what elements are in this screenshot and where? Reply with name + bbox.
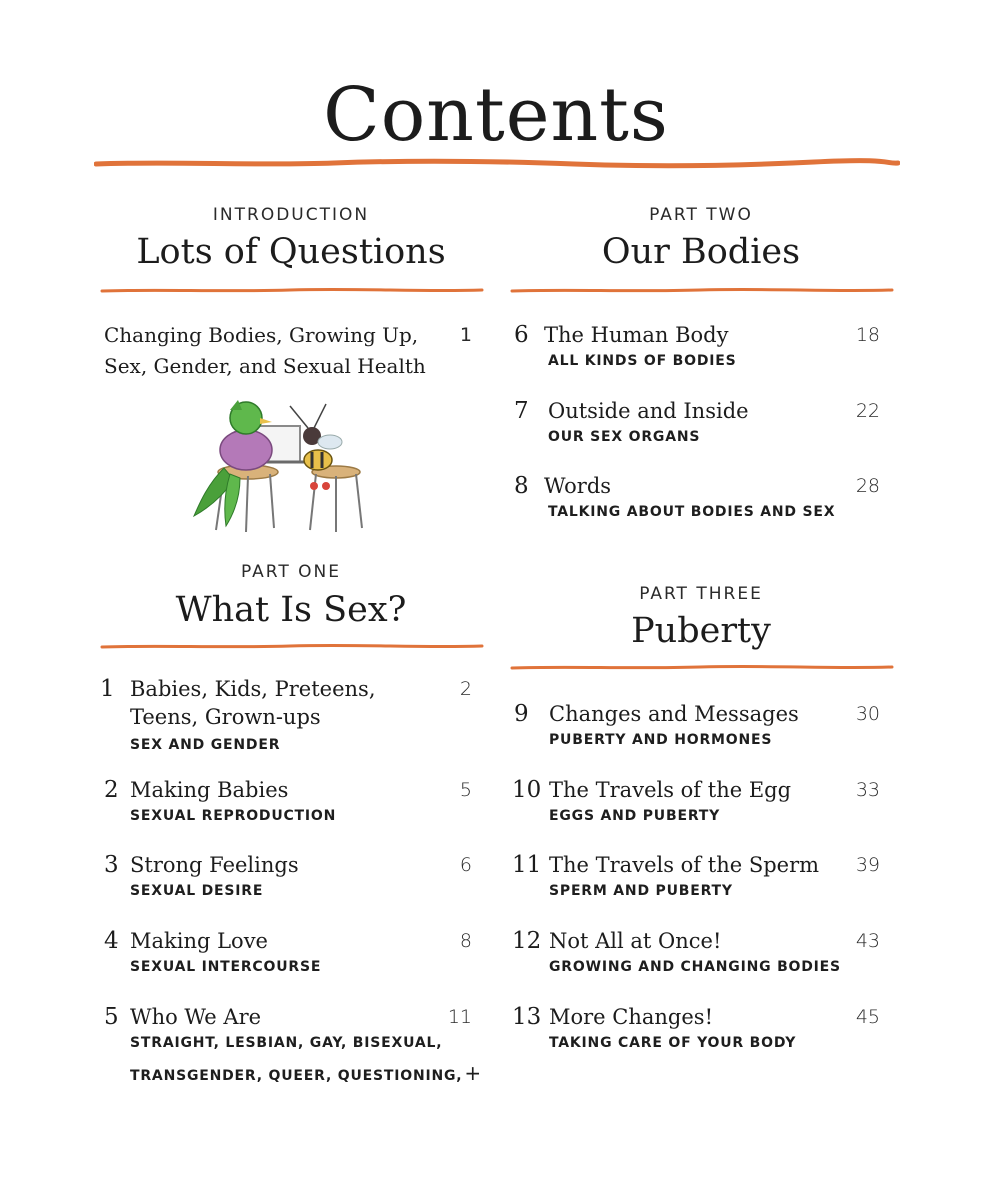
chapter-page-number: 39 [855, 854, 880, 876]
chapter-number: 9 [514, 701, 529, 727]
chapter-13[interactable] [512, 1002, 884, 1058]
chapter-8[interactable] [512, 471, 884, 527]
chapter-1[interactable] [100, 674, 476, 760]
chapter-title: More Changes! [549, 1005, 714, 1029]
chapter-subtitle: SPERM AND PUBERTY [549, 883, 733, 899]
chapter-page-number: 45 [855, 1006, 880, 1028]
chapter-page-number: 33 [855, 779, 880, 801]
chapter-title: Babies, Kids, Preteens, [130, 677, 376, 701]
intro-underline [100, 286, 484, 296]
chapter-subtitle: STRAIGHT, LESBIAN, GAY, BISEXUAL, [130, 1035, 443, 1051]
chapter-subtitle-line-2 [130, 1061, 482, 1085]
chapter-page-number: 2 [459, 678, 472, 700]
bird-and-bee-illustration [190, 398, 370, 538]
chapter-page-number: 43 [855, 930, 880, 952]
title-underline [94, 156, 900, 172]
intro-title: Lots of Questions [136, 232, 446, 272]
chapter-number: 12 [512, 928, 542, 954]
chapter-number: 7 [514, 398, 529, 424]
chapter-subtitle: PUBERTY AND HORMONES [549, 732, 773, 748]
chapter-subtitle: SEXUAL DESIRE [130, 883, 264, 899]
chapter-title: The Travels of the Egg [549, 778, 792, 802]
chapter-page-number: 28 [855, 475, 880, 497]
chapter-number: 3 [104, 852, 119, 878]
intro-entry-title[interactable] [104, 320, 444, 382]
chapter-title: Words [544, 474, 612, 498]
chapter-title-line-2: Teens, Grown-ups [130, 705, 321, 729]
part-three-underline [510, 663, 894, 673]
part-one-title: What Is Sex? [175, 590, 407, 630]
chapter-page-number: 5 [459, 779, 472, 801]
part-two-underline [510, 286, 894, 296]
chapter-subtitle: SEXUAL REPRODUCTION [130, 808, 337, 824]
chapter-3[interactable] [100, 850, 476, 906]
chapter-title: Strong Feelings [130, 853, 299, 877]
chapter-number: 2 [104, 777, 119, 803]
page-title: Contents [323, 72, 669, 158]
chapter-4[interactable] [100, 926, 476, 982]
chapter-page-number: 22 [855, 400, 880, 422]
part-one-underline [100, 642, 484, 652]
intro-line-2: Sex, Gender, and Sexual Health [104, 354, 426, 378]
chapter-subtitle: OUR SEX ORGANS [548, 429, 701, 445]
chapter-number: 11 [512, 852, 542, 878]
chapter-number: 6 [514, 322, 529, 348]
chapter-11[interactable] [512, 850, 884, 906]
chapter-subtitle-text: TRANSGENDER, QUEER, QUESTIONING, [130, 1068, 463, 1084]
chapter-title: Changes and Messages [549, 702, 799, 726]
chapter-7[interactable] [512, 396, 884, 452]
chapter-subtitle: TAKING CARE OF YOUR BODY [549, 1035, 797, 1051]
chapter-9[interactable] [512, 699, 884, 755]
chapter-page-number: 11 [447, 1006, 472, 1028]
chapter-page-number: 30 [855, 703, 880, 725]
chapter-page-number: 8 [459, 930, 472, 952]
chapter-2[interactable] [100, 775, 476, 831]
chapter-number: 5 [104, 1004, 119, 1030]
chapter-page-number: 6 [459, 854, 472, 876]
chapter-subtitle: EGGS AND PUBERTY [549, 808, 721, 824]
chapter-title: Outside and Inside [548, 399, 749, 423]
chapter-page-number: 18 [855, 324, 880, 346]
chapter-12[interactable] [512, 926, 884, 982]
chapter-5[interactable] [100, 1002, 482, 1086]
part-two-eyebrow: PART TWO [649, 205, 753, 225]
chapter-subtitle: TALKING ABOUT BODIES AND SEX [548, 504, 836, 520]
chapter-6[interactable] [512, 320, 884, 376]
part-one-eyebrow: PART ONE [241, 562, 341, 582]
intro-page-number: 1 [459, 324, 472, 346]
chapter-number: 4 [104, 928, 119, 954]
plus-sign: + [464, 1061, 482, 1085]
part-two-title: Our Bodies [601, 232, 801, 272]
intro-line-1: Changing Bodies, Growing Up, [104, 323, 419, 347]
chapter-title: Making Babies [130, 778, 289, 802]
chapter-number: 13 [512, 1004, 542, 1030]
chapter-subtitle: SEX AND GENDER [130, 737, 281, 753]
chapter-number: 10 [512, 777, 542, 803]
chapter-title: Who We Are [130, 1005, 262, 1029]
chapter-title: The Human Body [544, 323, 729, 347]
chapter-number: 1 [100, 676, 115, 702]
chapter-number: 8 [514, 473, 529, 499]
chapter-subtitle: SEXUAL INTERCOURSE [130, 959, 322, 975]
chapter-title: Not All at Once! [549, 929, 722, 953]
chapter-title: Making Love [130, 929, 268, 953]
chapter-subtitle: GROWING AND CHANGING BODIES [549, 959, 841, 975]
part-three-title: Puberty [631, 611, 771, 651]
chapter-subtitle: ALL KINDS OF BODIES [548, 353, 737, 369]
chapter-10[interactable] [512, 775, 884, 831]
part-three-eyebrow: PART THREE [639, 584, 763, 604]
intro-eyebrow: INTRODUCTION [212, 205, 370, 225]
chapter-title: The Travels of the Sperm [549, 853, 820, 877]
